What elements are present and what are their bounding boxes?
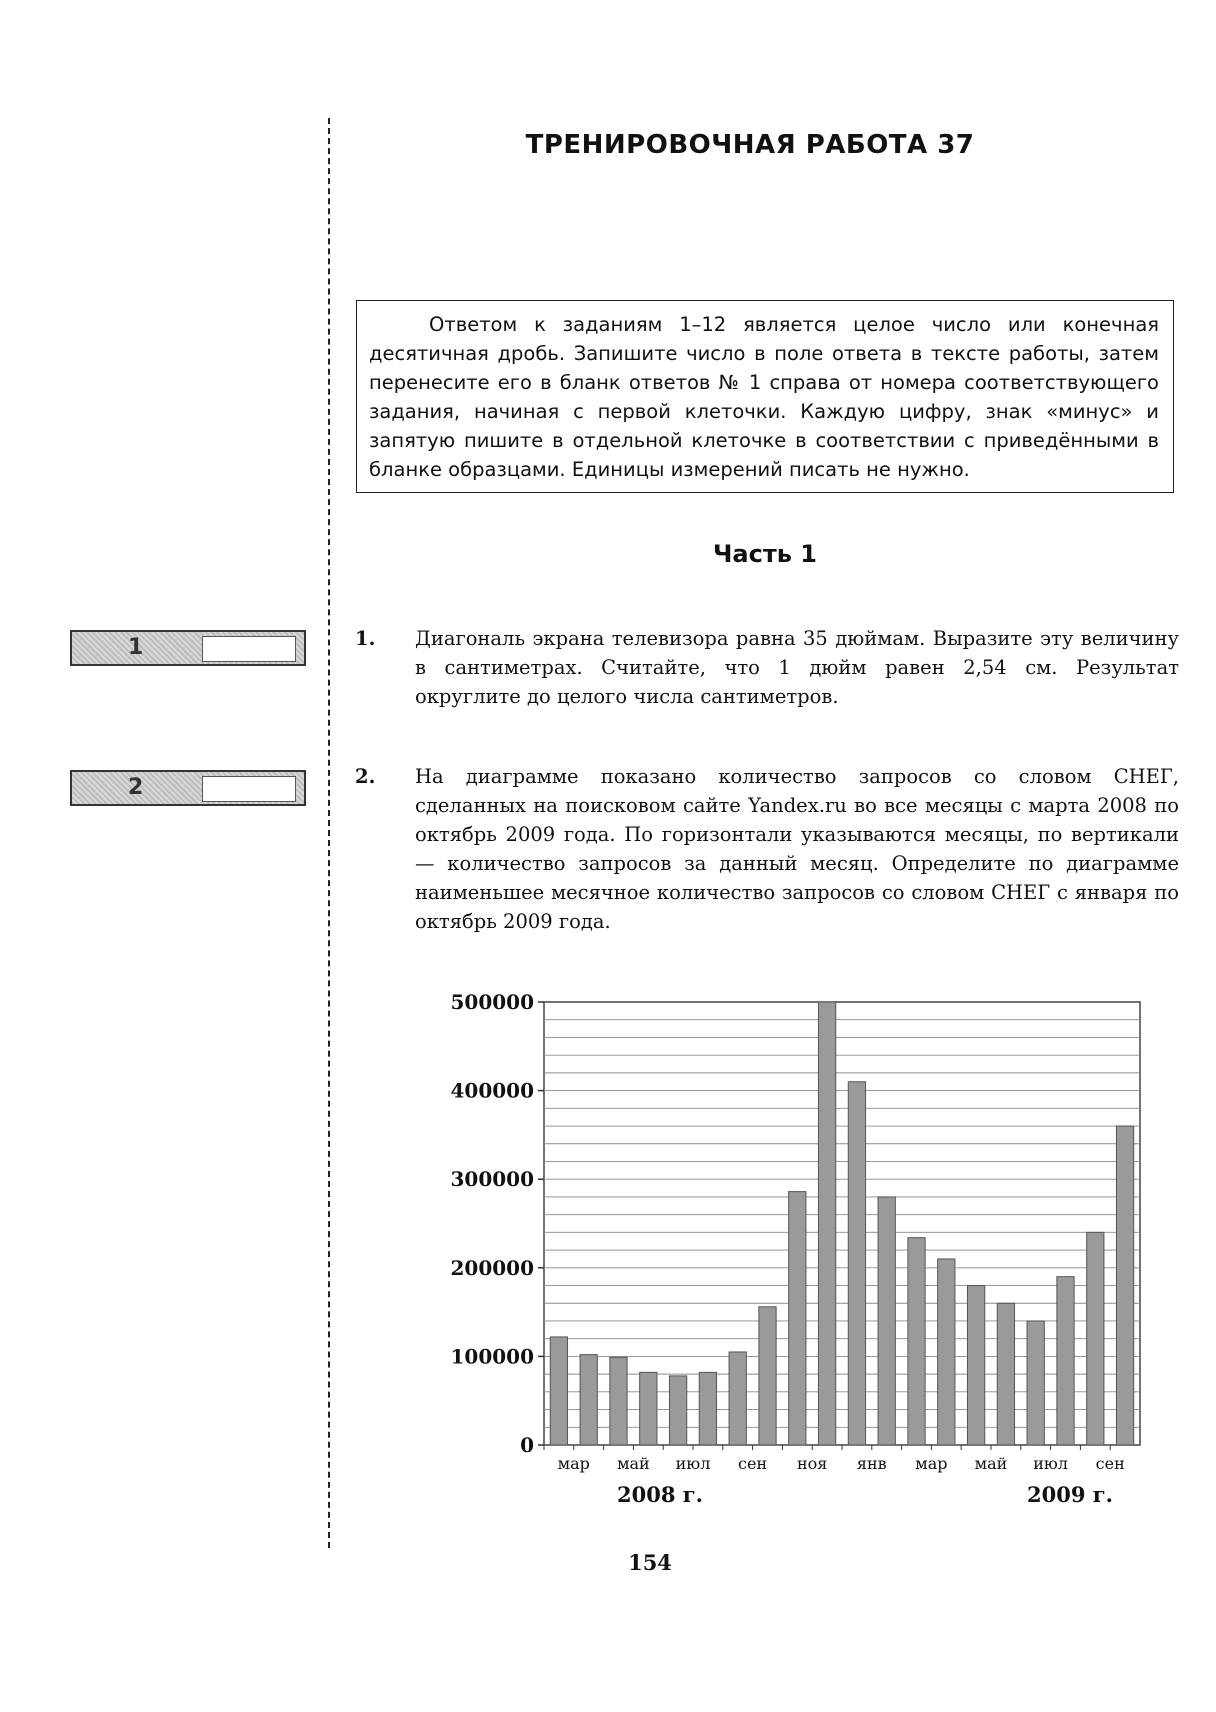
- bar: [580, 1355, 597, 1445]
- bar: [848, 1082, 865, 1445]
- chart-svg: [420, 980, 1180, 1520]
- answer-box-number: 1: [128, 635, 144, 660]
- bar: [699, 1372, 716, 1445]
- bar: [610, 1357, 627, 1445]
- year-label-2008: 2008 г.: [617, 1482, 703, 1507]
- x-tick-label: мар: [557, 1454, 590, 1473]
- instructions-box: [356, 300, 1174, 493]
- answer-field-1[interactable]: [202, 636, 296, 662]
- task-text: На диаграмме показано количество запросов со словом СНЕГ, сделанных на поисковом сайте Yandex.ru во все месяцы с марта 2008 по октябрь 2009 года. По горизонтали указываются месяцы, по вертикали — количество запросов за данный месяц. Определите по диаграмме наименьшее месячное количество запросов со словом СНЕГ с января по октябрь 2009 года.: [415, 765, 1179, 933]
- plot-area: [544, 1002, 1140, 1445]
- task-number: 2.: [355, 765, 376, 788]
- bar: [967, 1286, 984, 1445]
- x-tick-label: май: [617, 1454, 650, 1473]
- task-number: 1.: [355, 627, 376, 650]
- bar: [669, 1376, 686, 1445]
- y-tick-label: 200000: [450, 1255, 534, 1280]
- y-tick-label: 400000: [450, 1078, 534, 1103]
- cut-line: [328, 118, 330, 1548]
- part-title: Часть 1: [713, 540, 817, 568]
- answer-box-number: 2: [128, 775, 144, 800]
- bar: [1057, 1277, 1074, 1445]
- answer-box-1: [70, 630, 306, 666]
- x-tick-label: янв: [856, 1454, 887, 1473]
- bar: [729, 1352, 746, 1445]
- bar: [938, 1259, 955, 1445]
- task-1: [355, 624, 1179, 711]
- year-label-2009: 2009 г.: [1027, 1482, 1113, 1507]
- x-tick-label: сен: [738, 1454, 768, 1473]
- bar: [1087, 1232, 1104, 1445]
- x-tick-label: сен: [1095, 1454, 1125, 1473]
- bar: [550, 1337, 567, 1445]
- instructions-text: Ответом к заданиям 1–12 является целое число или конечная десятичная дробь. Запишите число в поле ответа в тексте работы, затем перенесите его в бланк ответов № 1 справа от номера соответствующего задания, начиная с первой клеточки. Каждую цифру, знак «минус» и запятую пишите в отдельной клеточке в соответствии с приведёнными в бланке образцами. Единицы измерений писать не нужно.: [369, 313, 1159, 481]
- task-2: [355, 762, 1179, 936]
- y-tick-label: 0: [520, 1433, 534, 1457]
- snow-queries-chart: [420, 980, 1180, 1520]
- bar: [789, 1192, 806, 1445]
- x-tick-label: ноя: [797, 1454, 828, 1473]
- x-tick-label: мар: [915, 1454, 948, 1473]
- answer-field-2[interactable]: [202, 776, 296, 802]
- bar: [1116, 1126, 1133, 1445]
- x-tick-label: июл: [1033, 1454, 1068, 1473]
- page-title: ТРЕНИРОВОЧНАЯ РАБОТА 37: [525, 130, 975, 160]
- bar: [640, 1372, 657, 1445]
- x-tick-label: май: [974, 1454, 1008, 1473]
- bar: [818, 1002, 835, 1445]
- y-tick-label: 300000: [450, 1167, 534, 1192]
- y-tick-label: 100000: [450, 1344, 534, 1369]
- bar: [1027, 1321, 1044, 1445]
- x-tick-label: июл: [675, 1454, 711, 1473]
- y-tick-label: 500000: [450, 990, 534, 1014]
- bar: [878, 1197, 895, 1445]
- page-number: 154: [628, 1550, 672, 1575]
- answer-box-2: [70, 770, 306, 806]
- task-text: Диагональ экрана телевизора равна 35 дюймам. Выразите эту величину в сантиметрах. Считайте, что 1 дюйм равен 2,54 см. Результат округлите до целого числа сантиметров.: [415, 627, 1179, 708]
- bar: [759, 1307, 776, 1445]
- bar: [997, 1303, 1014, 1445]
- bar: [908, 1238, 925, 1445]
